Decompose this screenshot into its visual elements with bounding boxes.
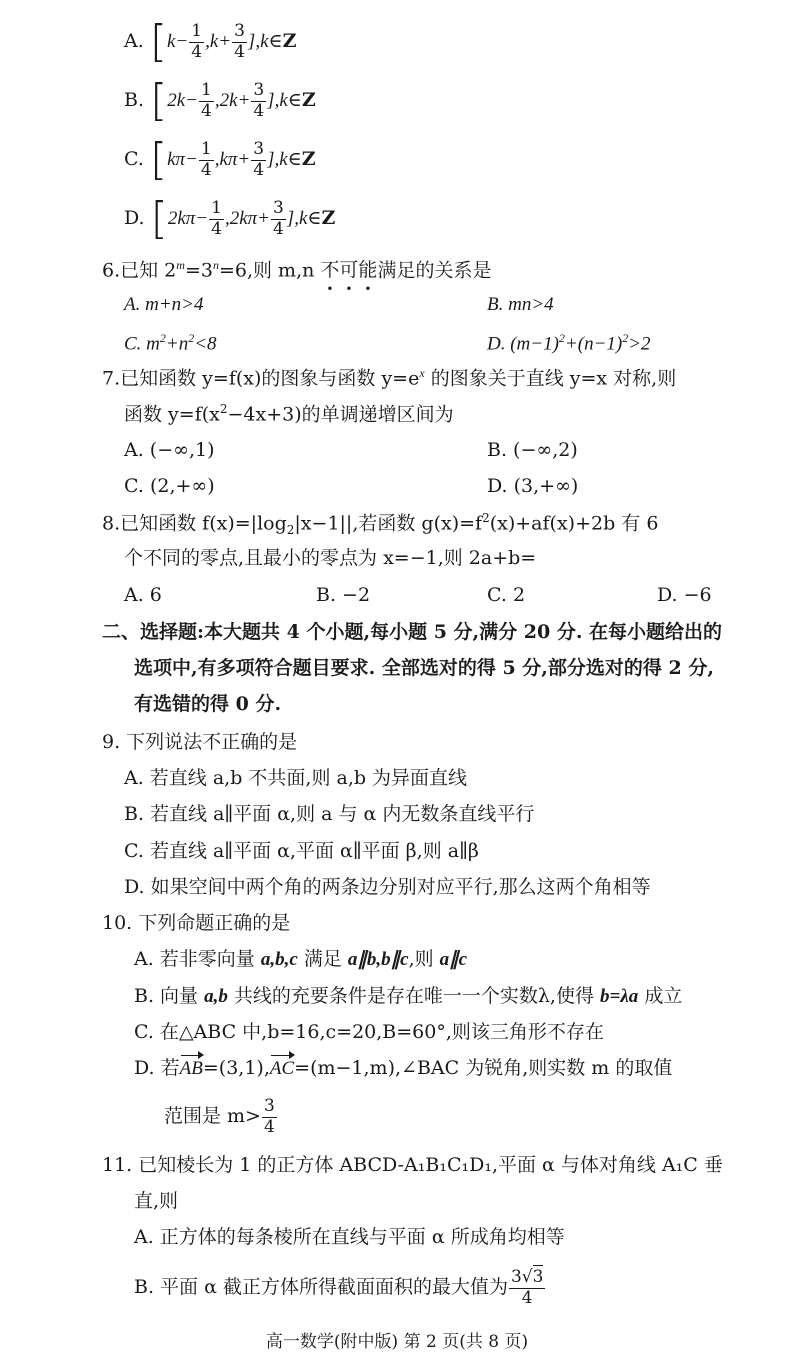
bracket-left: [ (149, 134, 168, 185)
emphasis-char: 可 (339, 259, 359, 282)
q7-option-a: A. (−∞,1) (124, 439, 215, 461)
q7-stem-line2: 函数 $y=f(x^2-4x+3)$的单调递增区间为 (124, 402, 454, 426)
q8-option-c: C. 2 (487, 584, 526, 606)
emphasis-char: 不 (320, 259, 340, 282)
q10-stem: 10. 下列命题正确的是 (102, 912, 291, 934)
bracket-left: [ (149, 16, 167, 67)
fraction: $\frac{3}{4}$ (234, 20, 245, 62)
q7-option-d: D. (3,+∞) (487, 475, 579, 497)
q5-option-c: C. [kπ− $\frac{1}{4}$ ,kπ+ $\frac{3}{4}$ ],k∈Z (124, 134, 316, 185)
q7-option-c: C. (2,+∞) (124, 475, 215, 497)
q7-option-b: B. (−∞,2) (487, 439, 578, 461)
fraction: $\frac{3}{4}$ (272, 197, 284, 239)
page-footer: 高一数学(附中版) 第 2 页(共 8 页) (265, 1332, 529, 1352)
q8-option-a: A. 6 (124, 584, 162, 606)
q10-option-b: B. 向量 a,b 共线的充要条件是存在唯一一个实数λ,使得 b=λa 成立 (134, 985, 683, 1007)
section2-heading-line2: 选项中,有多项符合题目要求. 全部选对的得 5 分,部分选对的得 2 分, (134, 657, 714, 679)
fraction: $\frac{1}{4}$ (211, 197, 222, 239)
q8-stem-line1: 8.已知函数 $f(x)=|\log_2|x-1||$,若函数 $g(x)=f^2(x)+af(x)+2b$ 有 6 (102, 511, 659, 538)
q11-option-b: B. 平面 α 截正方体所得截面面积的最大值为 $\frac{3√3}{4}$ (134, 1267, 544, 1308)
fraction: $\frac{1}{4}$ (191, 20, 203, 62)
q6-option-c: C. $m^2+n^2<8$ (124, 331, 217, 355)
q11-stem-line2: 直,则 (134, 1190, 179, 1212)
fraction: $\frac{3}{4}$ (263, 1096, 275, 1137)
q6-stem: 6.已知 $2^m=3^n=6$,则 m,n 不可能满足的关系是 (102, 258, 492, 282)
vector-arrow: AC (269, 1058, 295, 1079)
q5-option-d: D. [2kπ− $\frac{1}{4}$ ,2kπ+ $\frac{3}{4}$ ],k∈Z (124, 193, 336, 244)
q9-option-d: D. 如果空间中两个角的两条边分别对应平行,那么这两个角相等 (124, 876, 651, 898)
bracket-left: [ (150, 75, 168, 126)
fraction: $\frac{3}{4}$ (253, 138, 265, 180)
emphasis-char: 能 (358, 259, 378, 282)
q10-option-d-line2: 范围是 m> $\frac{3}{4}$ (164, 1096, 275, 1137)
q8-option-b: B. −2 (316, 584, 371, 606)
q9-stem: 9. 下列说法不正确的是 (102, 731, 298, 753)
vector-arrow: AB (179, 1058, 203, 1079)
q11-option-a: A. 正方体的每条棱所在直线与平面 α 所成角均相等 (134, 1226, 565, 1248)
q5-option-b: B. [2k− $\frac{1}{4}$ ,2k+ $\frac{3}{4}$ ],k∈Z (124, 75, 316, 126)
fraction: $\frac{3√3}{4}$ (510, 1267, 544, 1308)
q11-stem-line1: 11. 已知棱长为 1 的正方体 ABCD-A₁B₁C₁D₁,平面 α 与体对角线 A₁C 垂 (102, 1154, 723, 1176)
q9-option-c: C. 若直线 a∥平面 α,平面 α∥平面 β,则 a∥β (124, 840, 479, 862)
q6-option-d: D. $(m-1)^2+(n-1)^2>2$ (487, 331, 651, 355)
q9-option-b: B. 若直线 a∥平面 α,则 a 与 α 内无数条直线平行 (124, 803, 535, 825)
q5-option-a: A. [k− $\frac{1}{4}$ ,k+ $\frac{3}{4}$ ],k∈Z (124, 16, 297, 67)
q8-stem-line2: 个不同的零点,且最小的零点为 x=−1,则 2a+b= (124, 547, 537, 569)
fraction: $\frac{3}{4}$ (253, 79, 265, 121)
q6-option-a: A. m+n>4 (124, 294, 204, 315)
section2-heading-line1: 二、选择题:本大题共 4 个小题,每小题 5 分,满分 20 分. 在每小题给出的 (102, 621, 723, 643)
fraction: $\frac{1}{4}$ (201, 79, 212, 121)
q7-stem-line1: 7.已知函数 y=f(x)的图象与函数 $y=e^x$ 的图象关于直线 y=x 对称,则 (102, 366, 677, 390)
q10-option-d-line1: D. 若AB=(3,1),AC=(m−1,m),∠BAC 为锐角,则实数 m 的取值 (134, 1057, 673, 1079)
section2-heading-line3: 有选错的得 0 分. (134, 693, 282, 715)
q10-option-a: A. 若非零向量 a,b,c 满足 a∥b,b∥c,则 a∥c (134, 948, 468, 970)
q10-option-c: C. 在△ABC 中,b=16,c=20,B=60°,则该三角形不存在 (134, 1021, 604, 1043)
bracket-left: [ (150, 193, 168, 244)
q9-option-a: A. 若直线 a,b 不共面,则 a,b 为异面直线 (124, 767, 468, 789)
fraction: $\frac{1}{4}$ (200, 138, 212, 180)
q6-option-b: B. mn>4 (487, 294, 554, 315)
q8-option-d: D. −6 (657, 584, 712, 606)
